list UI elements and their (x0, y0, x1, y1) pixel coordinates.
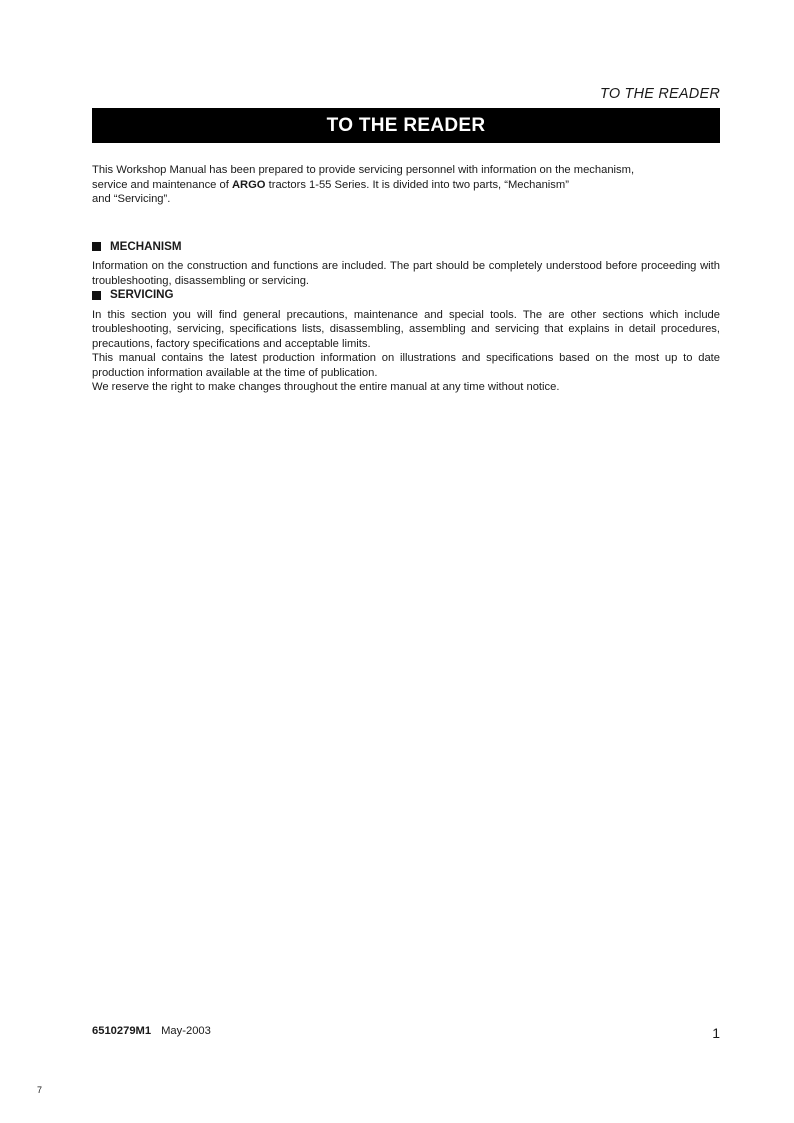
document-date: May-2003 (161, 1025, 211, 1037)
intro-line-2-start: service and maintenance of (92, 178, 232, 191)
title-bar (92, 108, 720, 143)
square-bullet-icon (92, 291, 101, 300)
rights-note: We reserve the right to make changes throughout the entire manual at any time without notice. (92, 381, 560, 393)
intro-line-1: This Workshop Manual has been prepared to provide servicing personnel with information on the mechanism, (92, 164, 635, 176)
servicing-heading (92, 288, 720, 303)
running-header: TO THE READER (600, 86, 720, 102)
brand-name: ARGO (231, 178, 266, 191)
document-code: 6510279M1 (92, 1025, 152, 1037)
intro-line-2 (92, 178, 720, 193)
mechanism-heading-label: MECHANISM (110, 239, 182, 253)
mechanism-heading (92, 240, 720, 255)
content-body (92, 163, 720, 395)
mechanism-body: Information on the construction and functions are included. The part should be completely understood before proceeding with troubleshooting, disassembling or servicing. (92, 260, 720, 287)
production-note: This manual contains the latest production information on illustrations and specifications based on the most up to date production information available at the time of publication. (92, 352, 720, 379)
intro-paragraph (92, 163, 720, 207)
footer-document-code (92, 1025, 211, 1037)
servicing-heading-label: SERVICING (110, 288, 174, 301)
page-number: 1 (712, 1025, 720, 1041)
intro-line-2-end: tractors 1-55 Series. It is divided into two parts, “Mechanism” (265, 178, 569, 191)
intro-line-3: and “Servicing”. (92, 193, 171, 205)
margin-number: 7 (37, 1085, 43, 1095)
page-title: TO THE READER (326, 114, 486, 136)
servicing-body: In this section you will find general precautions, maintenance and special tools. The are other sections which include troubleshooting, servicing, specifications lists, disassembling, assembling and servicing that explains in detail procedures, precautions, factory specifications and acceptable limits. (92, 308, 720, 350)
square-bullet-icon (92, 242, 101, 251)
